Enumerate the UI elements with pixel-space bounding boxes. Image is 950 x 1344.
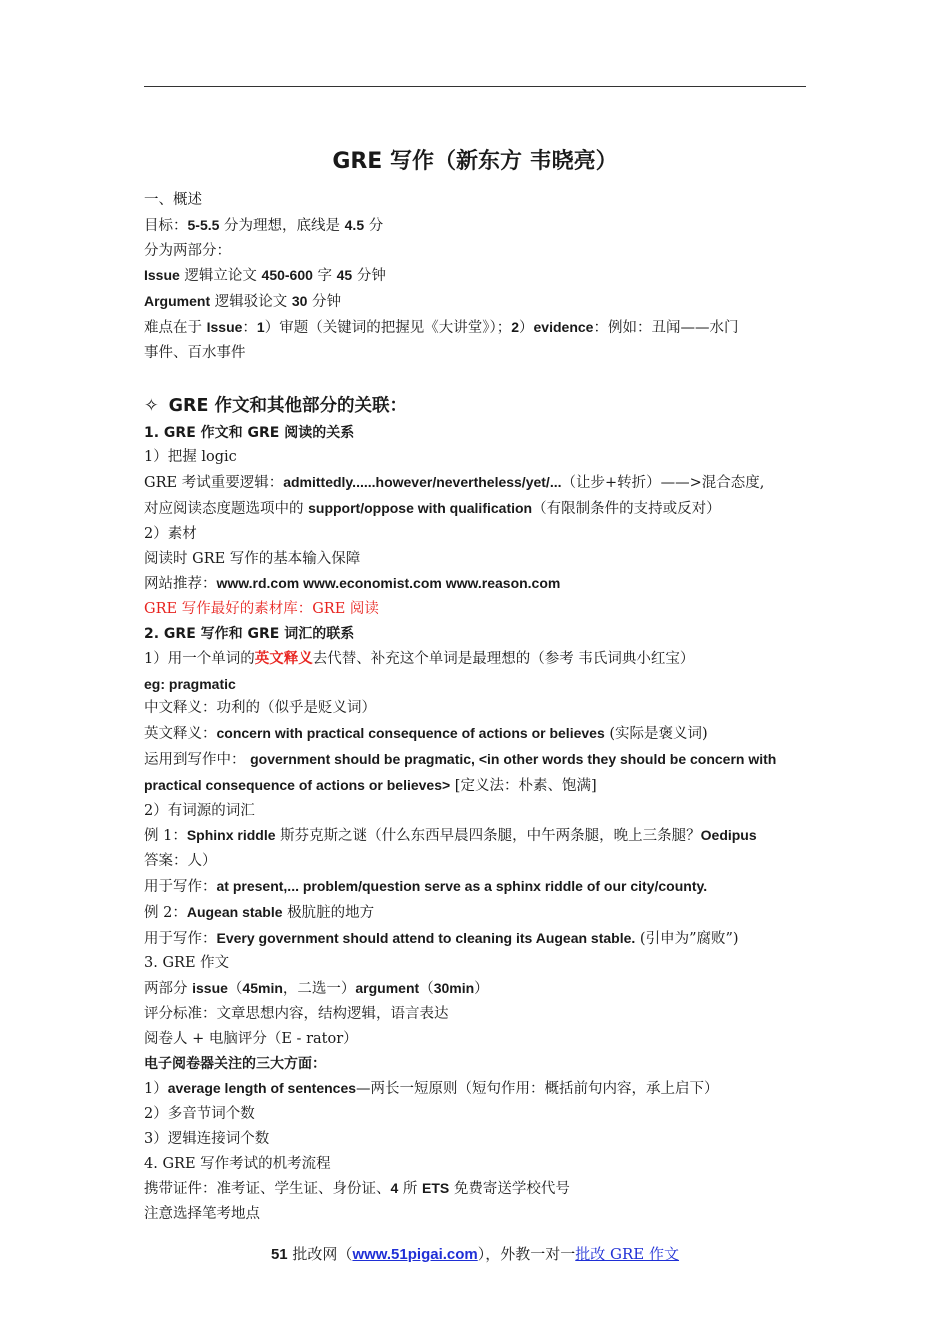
header-rule: [144, 86, 806, 87]
section-heading: ✧ GRE 作文和其他部分的关联：: [144, 395, 408, 416]
page-title: GRE 写作（新东方 韦晓亮）: [332, 149, 618, 174]
example1-line: 例 1：Sphinx riddle 斯芬克斯之谜（什么东西早晨四条腿，中午两条腿，晚上三条腿？Oedipus: [144, 827, 757, 845]
star-bullet-icon: ✧: [144, 395, 159, 416]
erater-item2: 2）多音节词个数: [144, 1106, 255, 1123]
erater-item1: 1）average length of sentences—两长一短原则（短句作用：概括前句内容，承上启下）: [144, 1080, 719, 1098]
overview-heading: 一、概述: [144, 192, 202, 208]
goal-line: 目标：5-5.5 分为理想，底线是 4.5 分: [144, 216, 384, 234]
logic-item: 1）把握 logic: [144, 449, 237, 466]
sites-line: 网站推荐：www.rd.com www.economist.com www.reason.com: [144, 575, 561, 593]
apply-line-2: practical consequence of actions or believes> [定义法：朴素、饱满]: [144, 776, 597, 794]
gre-parts-line: 两部分 issue（45min，二选一）argument（30min）: [144, 980, 489, 998]
apply-line: 运用到写作中： government should be pragmatic, <in other words they should be concern with: [144, 750, 777, 768]
use2-line: 用于写作：Every government should attend to cleaning its Augean stable. (引申为”腐败”): [144, 929, 739, 947]
material-item: 2）素材: [144, 525, 197, 542]
chinese-definition: 中文释义：功利的（似乎是贬义词）: [144, 700, 376, 717]
etymology-item: 2）有词源的词汇: [144, 802, 255, 819]
page-footer: 51 批改网（www.51pigai.com），外教一对一批改 GRE 作文: [270, 1245, 680, 1263]
example-word: eg: pragmatic: [144, 675, 236, 692]
english-definition: 英文释义：concern with practical consequence of actions or believes (实际是褒义词): [144, 725, 708, 743]
use1-line: 用于写作：at present,... problem/question serve as a sphinx riddle of our city/county.: [144, 877, 708, 895]
erater-item3: 3）逻辑连接词个数: [144, 1130, 270, 1147]
example1-answer: 答案：人）: [144, 853, 217, 870]
difficulty-line: 难点在于 Issue：1）审题（关键词的把握见《大讲堂》）；2）evidence：例如：丑闻——水门: [144, 318, 739, 336]
best-source-line: GRE 写作最好的素材库：GRE 阅读: [144, 601, 379, 618]
vocab-item1: 1）用一个单词的英文释义去代替、补充这个单词是最理想的（参考 韦氏词典小红宝）: [144, 649, 695, 667]
argument-line: Argument 逻辑驳论文 30 分钟: [144, 293, 342, 311]
input-line: 阅读时 GRE 写作的基本输入保障: [144, 550, 361, 567]
documents-line: 携带证件：准考证、学生证、身份证、4 所 ETS 免费寄送学校代号: [144, 1180, 570, 1198]
document-body: [144, 188, 812, 1227]
grading-link[interactable]: 批改 GRE 作文: [575, 1245, 680, 1263]
example2-line: 例 2：Augean stable 极肮脏的地方: [144, 903, 375, 921]
note-line: 注意选择笔考地点: [144, 1206, 260, 1223]
site-link[interactable]: www.51pigai.com: [352, 1246, 478, 1263]
logic-line-2: 对应阅读态度题选项中的 support/oppose with qualification（有限制条件的支持或反对）: [144, 499, 721, 517]
process-heading: 4. GRE 写作考试的机考流程: [144, 1155, 331, 1172]
issue-line: Issue 逻辑立论文 450-600 字 45 分钟: [144, 267, 386, 285]
spacer: [144, 366, 812, 392]
logic-line: GRE 考试重要逻辑：admittedly......however/nevertheless/yet/...（让步+转折）——>混合态度,: [144, 474, 765, 492]
gre-heading: 3. GRE 作文: [144, 955, 230, 972]
parts-line: 分为两部分：: [144, 242, 231, 259]
criteria-line: 评分标准：文章思想内容，结构逻辑，语言表达: [144, 1005, 449, 1022]
reading-heading: 1. GRE 作文和 GRE 阅读的关系: [144, 424, 355, 441]
vocab-heading: 2. GRE 写作和 GRE 词汇的联系: [144, 625, 355, 642]
erater-heading: 电子阅卷器关注的三大方面：: [144, 1055, 326, 1072]
difficulty-line-cont: 事件、百水事件: [144, 344, 246, 361]
graders-line: 阅卷人 + 电脑评分（E - rator）: [144, 1030, 358, 1047]
